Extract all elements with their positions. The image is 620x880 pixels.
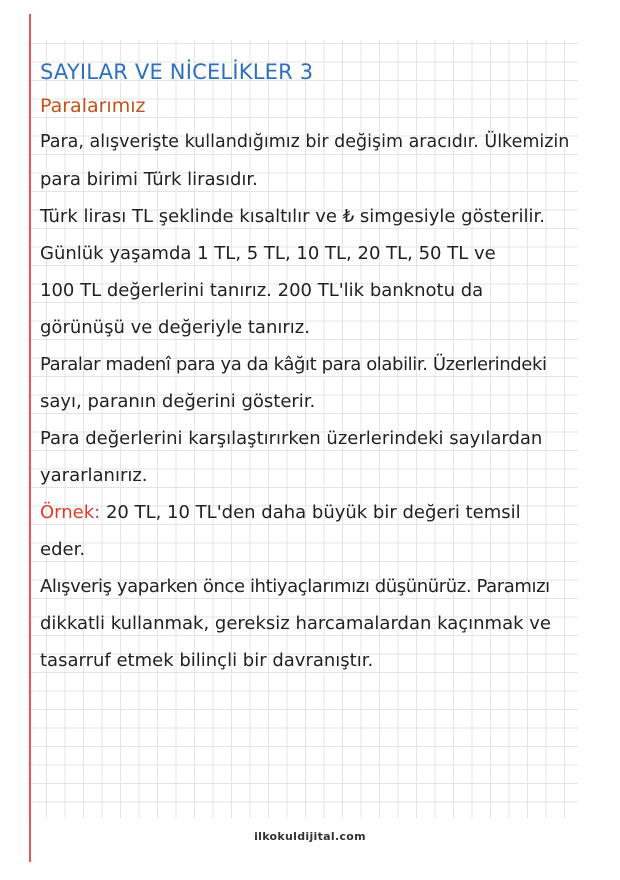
text-line: görünüşü ve değeriyle tanırız. [40, 317, 310, 338]
text-line: dikkatli kullanmak, gereksiz harcamalardan kaçınmak ve [40, 613, 551, 634]
text-line: Para değerlerini karşılaştırırken üzerlerindeki sayılardan [40, 428, 543, 449]
example-line [40, 494, 580, 531]
example-label: Örnek: [40, 502, 101, 523]
page-title: SAYILAR VE NİCELİKLER 3 [40, 60, 314, 84]
example-text: 20 TL, 10 TL'den daha büyük bir değeri temsil [100, 502, 521, 523]
footer-website: ilkokuldijital.com [254, 830, 366, 843]
text-line: Alışveriş yaparken önce ihtiyaçlarımızı düşünürüz. Paramızı [40, 576, 550, 597]
page-right-margin [578, 0, 620, 880]
text-line: sayı, paranın değerini gösterir. [40, 391, 316, 412]
text-line: para birimi Türk lirasıdır. [40, 169, 258, 190]
text-line: yararlanırız. [40, 465, 148, 486]
section-subtitle: Paralarımız [40, 95, 146, 117]
red-margin-line [29, 14, 31, 862]
example-continuation: eder. [40, 539, 86, 560]
page-bottom-margin [0, 818, 620, 880]
text-line: tasarruf etmek bilinçli bir davranıştır. [40, 650, 374, 671]
text-line: 100 TL değerlerini tanırız. 200 TL'lik banknotu da [40, 280, 484, 301]
worksheet-content [40, 56, 580, 679]
text-line: Günlük yaşamda 1 TL, 5 TL, 10 TL, 20 TL, 50 TL ve [40, 243, 496, 264]
text-line: Paralar madenî para ya da kâğıt para olabilir. Üzerlerindeki [40, 354, 547, 375]
text-line: Türk lirası TL şeklinde kısaltılır ve ₺ simgesiyle gösterilir. [40, 206, 545, 227]
text-line: Para, alışverişte kullandığımız bir değişim aracıdır. Ülkemizin [40, 132, 570, 152]
